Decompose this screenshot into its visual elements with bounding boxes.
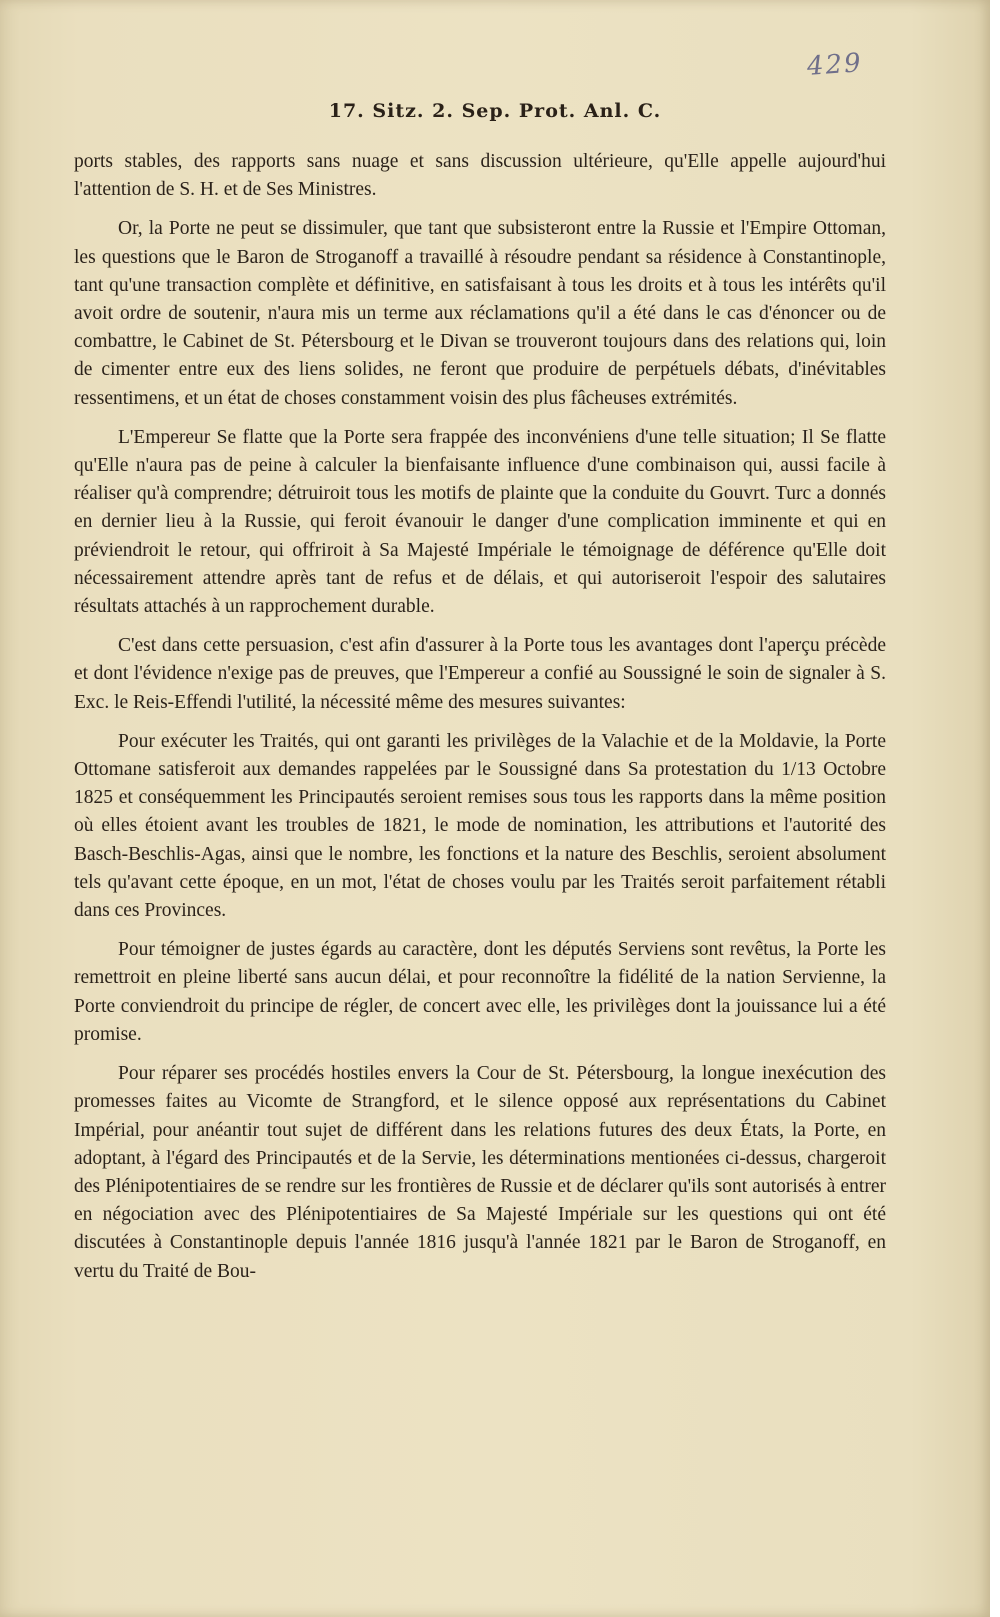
paragraph: Pour réparer ses procédés hostiles envers la Cour de St. Pétersbourg, la longue inexécution des promesses faites au Vicomte de Strangford, et le silence opposé aux représentations du Cabinet Impérial, pour anéantir tout sujet de différent dans les relations futures des deux États, la Porte, en adoptant, à l'égard des Principautés et de la Servie, les déterminations mentionées ci-dessus, chargeroit des Plénipotentiaires de se rendre sur les frontières de Russie et de déclarer qu'ils sont autorisés à entrer en négociation avec des Plénipotentiaires de Sa Majesté Impériale sur les questions qui ont été discutées à Constantinople depuis l'année 1816 jusqu'à l'année 1821 par le Baron de Stroganoff, en vertu du Traité de Bou- [74, 1063, 886, 1282]
paragraph: Or, la Porte ne peut se dissimuler, que tant que subsisteront entre la Russie et l'Empire Ottoman, les questions que le Baron de Stroganoff a travaillé à résoudre pendant sa résidence à Constantinople, tant qu'une transaction complète et définitive, en satisfaisant à tous les droits et à tous les intérêts qu'il avoit ordre de soutenir, n'aura mis un terme aux réclamations qu'il a été dans le cas d'énoncer ou de combattre, le Cabinet de St. Pétersbourg et le Divan se trouveront toujours dans des relations qui, loin de cimenter entre eux des liens solides, ne feront que produire de perpétuels débats, d'inévitables ressentimens, et un état de choses constamment voisin des plus fâcheuses extrémités. [74, 218, 886, 409]
running-head: 17. Sitz. 2. Sep. Prot. Anl. C. [328, 100, 662, 122]
paragraph: C'est dans cette persuasion, c'est afin d'assurer à la Porte tous les avantages dont l'aperçu précède et dont l'évidence n'exige pas de preuves, que l'Empereur a confié au Soussigné le soin de signaler à S. Exc. le Reis-Effendi l'utilité, la nécessité même des mesures suivantes: [74, 635, 886, 713]
body-text [74, 148, 886, 1297]
paragraph: Pour témoigner de justes égards au caractère, dont les députés Serviens sont revêtus, la Porte les remettroit en pleine liberté sans aucun délai, et pour reconnoître la fidélité de la nation Servienne, la Porte conviendroit du principe de régler, de concert avec elle, les privilèges dont la jouissance lui a été promise. [74, 939, 886, 1045]
paragraph: L'Empereur Se flatte que la Porte sera frappée des inconvéniens d'une telle situation; Il Se flatte qu'Elle n'aura pas de peine à calculer la bienfaisante influence d'une combinaison qui, aussi facile à réaliser qu'à comprendre; détruiroit tous les motifs de plainte que la conduite du Gouvrt. Turc a donnés en dernier lieu à la Russie, qui feroit évanouir le danger d'une complication imminente et qui en préviendroit le retour, qui offriroit à Sa Majesté Impériale le témoignage de déférence qu'Elle doit nécessairement attendre après tant de refus et de délais, et qui autoriseroit l'espoir des salutaires résultats attachés à un rapprochement durable. [74, 426, 886, 618]
paragraph-continuation: ports stables, des rapports sans nuage et sans discussion ultérieure, qu'Elle appelle aujourd'hui l'attention de S. H. et de Ses Ministres. [74, 151, 886, 201]
paragraph: Pour exécuter les Traités, qui ont garanti les privilèges de la Valachie et de la Moldavie, la Porte Ottomane satisferoit aux demandes rappelées par le Soussigné dans Sa protestation du 1/13 Octobre 1825 et conséquemment les Principautés seroient remises sous tous les rapports dans la même position où elles étoient avant les troubles de 1821, le mode de nomination, les attributions et l'autorité des Basch-Beschlis-Agas, ainsi que le nombre, les fonctions et la nature des Beschlis, seroient absolument tels qu'avant cette époque, en un mot, l'état de choses voulu par les Traités seroit parfaitement rétabli dans ces Provinces. [74, 730, 886, 922]
handwritten-folio-number: 429 [806, 48, 864, 82]
